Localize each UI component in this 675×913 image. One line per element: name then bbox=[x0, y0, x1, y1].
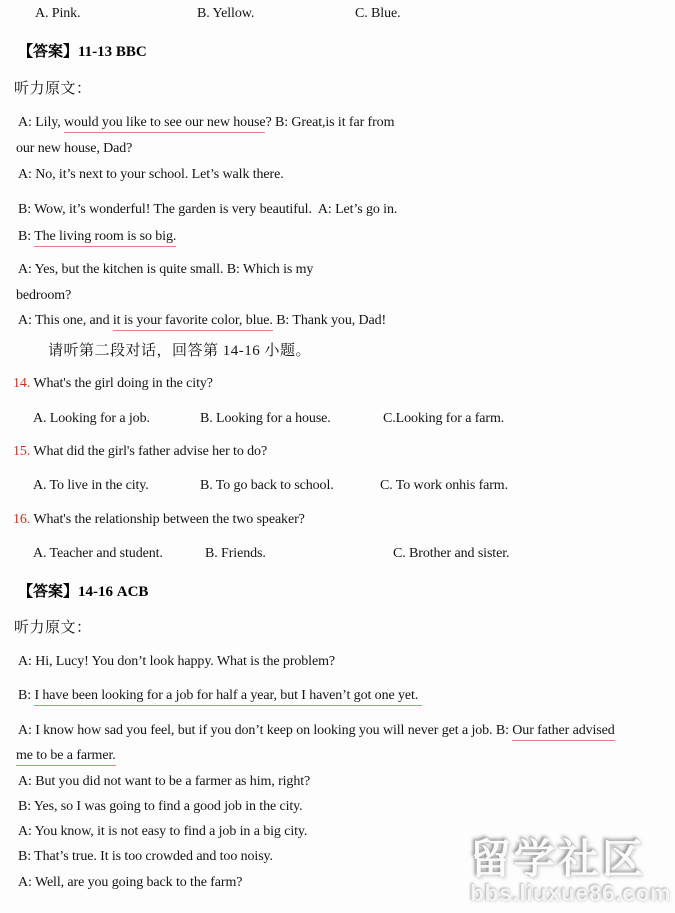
question-13-options bbox=[0, 6, 675, 24]
transcript-heading-1: 听力原文： bbox=[14, 81, 92, 97]
option-c: C. To work onhis farm. bbox=[380, 478, 508, 493]
question-14-options bbox=[0, 411, 675, 429]
dialog1-line2: our new house, Dad? bbox=[16, 141, 133, 156]
dialog-text: ? B: Great,is it far from bbox=[265, 115, 395, 130]
dialog2-line8: B: That’s true. It is too crowded and too noisy. bbox=[18, 849, 273, 864]
dialog1-line5 bbox=[18, 229, 176, 245]
question-number: 16. bbox=[13, 512, 31, 527]
option-a: A. Pink. bbox=[35, 6, 81, 21]
option-b: B. Friends. bbox=[205, 546, 266, 561]
transcript-heading-2: 听力原文： bbox=[14, 620, 92, 636]
dialog1-line1 bbox=[18, 115, 394, 131]
dialog1-line6: A: Yes, but the kitchen is quite small. B: Which is my bbox=[18, 262, 314, 277]
answer-key-14-16: 【答案】14-16 ACB bbox=[18, 584, 149, 600]
option-b: B. To go back to school. bbox=[200, 478, 334, 493]
option-a: A. Teacher and student. bbox=[33, 546, 163, 561]
dialog-text: A: I know how sad you feel, but if you don’t keep on looking you will never get a job. B: bbox=[18, 723, 513, 738]
underlined-text: The living room is so big. bbox=[34, 229, 176, 247]
dialog1-line3: A: No, it’s next to your school. Let’s walk there. bbox=[18, 167, 284, 182]
watermark bbox=[469, 836, 671, 906]
underlined-text: would you like to see our new house bbox=[64, 115, 265, 133]
option-a: A. To live in the city. bbox=[33, 478, 149, 493]
question-text: What's the girl doing in the city? bbox=[30, 376, 213, 391]
option-a: A. Looking for a job. bbox=[33, 411, 150, 426]
dialog-text: B: bbox=[18, 229, 35, 244]
question-text: What did the girl's father advise her to do? bbox=[30, 444, 268, 459]
watermark-logo-text: 留学社区 bbox=[469, 836, 646, 882]
question-16 bbox=[13, 512, 305, 528]
dialog2-line1: A: Hi, Lucy! You don’t look happy. What is the problem? bbox=[18, 654, 335, 669]
dialog2-line6: B: Yes, so I was going to find a good job in the city. bbox=[18, 799, 303, 814]
dialog2-line3 bbox=[18, 723, 615, 739]
dialog-text: A: This one, and bbox=[18, 313, 113, 328]
underlined-text: me to be a farmer. bbox=[16, 748, 116, 766]
option-c: C. Brother and sister. bbox=[393, 546, 510, 561]
question-number: 14. bbox=[13, 376, 31, 391]
question-number: 15. bbox=[13, 444, 31, 459]
answer-key-11-13: 【答案】11-13 BBC bbox=[18, 44, 147, 60]
dialog2-line7: A: You know, it is not easy to find a job in a big city. bbox=[18, 824, 308, 839]
underlined-text: Our father advised bbox=[512, 723, 614, 741]
underlined-text: I have been looking for a job for half a year, but I haven’t got one yet. bbox=[34, 688, 421, 706]
dialog2-line5: A: But you did not want to be a farmer as him, right? bbox=[18, 774, 311, 789]
dialog-text: A: Lily, bbox=[18, 115, 65, 130]
dialog2-line2 bbox=[18, 688, 422, 704]
dialog1-line7: bedroom? bbox=[16, 288, 72, 303]
dialog2-line4 bbox=[16, 748, 116, 764]
watermark-url: bbs.liuxue86.com bbox=[469, 880, 671, 906]
option-c: C. Blue. bbox=[355, 6, 401, 21]
question-14 bbox=[13, 376, 213, 392]
underlined-text: it is your favorite color, blue. bbox=[113, 313, 273, 331]
question-16-options bbox=[0, 546, 675, 564]
question-15-options bbox=[0, 478, 675, 496]
question-15 bbox=[13, 444, 267, 460]
option-c: C.Looking for a farm. bbox=[383, 411, 505, 426]
dialog-text: B: Thank you, Dad! bbox=[272, 313, 387, 328]
option-b: B. Looking for a house. bbox=[200, 411, 331, 426]
dialog2-line9: A: Well, are you going back to the farm? bbox=[18, 875, 243, 890]
section-prompt: 请听第二段对话，回答第 14-16 小题。 bbox=[48, 343, 311, 359]
dialog-text: B: bbox=[18, 688, 35, 703]
dialog1-line4: B: Wow, it’s wonderful! The garden is very beautiful. A: Let’s go in. bbox=[18, 202, 398, 217]
option-b: B. Yellow. bbox=[197, 6, 255, 21]
dialog1-line8 bbox=[18, 313, 386, 329]
question-text: What's the relationship between the two speaker? bbox=[30, 512, 305, 527]
